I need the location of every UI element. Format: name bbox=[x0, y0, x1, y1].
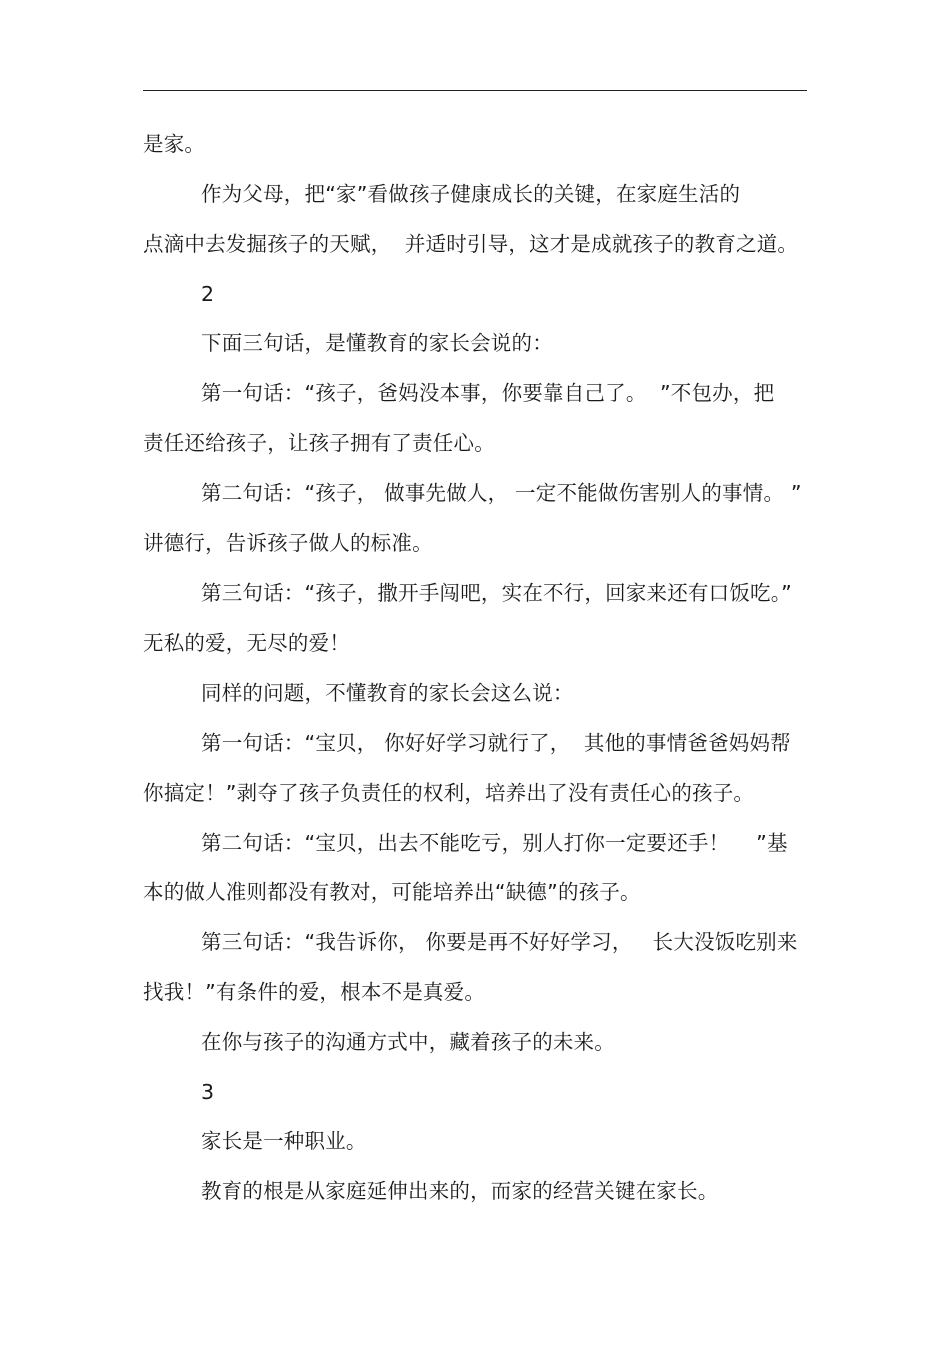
text-line: 第三句话：“我告诉你， 你要是再不好好学习， 长大没饭吃别来 bbox=[201, 930, 798, 954]
text-line: 找我！”有条件的爱，根本不是真爱。 bbox=[143, 980, 486, 1004]
text-line: 本的做人准则都没有教对，可能培养出“缺德”的孩子。 bbox=[143, 880, 641, 904]
text-line: 无私的爱，无尽的爱！ bbox=[143, 631, 350, 655]
text-line: 第二句话：“孩子， 做事先做人， 一定不能做伤害别人的事情。 ” bbox=[201, 481, 802, 505]
text-line: 讲德行，告诉孩子做人的标准。 bbox=[143, 531, 433, 555]
text-line: 作为父母，把“家”看做孩子健康成长的关键，在家庭生活的 bbox=[201, 182, 741, 206]
text-line: 你搞定！”剥夺了孩子负责任的权利，培养出了没有责任心的孩子。 bbox=[143, 781, 755, 805]
text-line: 下面三句话，是懂教育的家长会说的： bbox=[201, 331, 553, 355]
text-line: 责任还给孩子，让孩子拥有了责任心。 bbox=[143, 431, 495, 455]
section-number: 2 bbox=[201, 282, 215, 306]
text-line: 第一句话：“孩子，爸妈没本事，你要靠自己了。 ”不包办，把 bbox=[201, 381, 775, 405]
text-line: 是家。 bbox=[143, 132, 206, 156]
header-rule bbox=[143, 90, 807, 91]
text-line: 第一句话：“宝贝， 你好好学习就行了， 其他的事情爸爸妈妈帮 bbox=[201, 731, 791, 755]
text-line: 家长是一种职业。 bbox=[201, 1129, 367, 1153]
text-line: 同样的问题，不懂教育的家长会这么说： bbox=[201, 681, 574, 705]
text-line: 教育的根是从家庭延伸出来的，而家的经营关键在家长。 bbox=[201, 1179, 719, 1203]
text-line: 在你与孩子的沟通方式中，藏着孩子的未来。 bbox=[201, 1030, 615, 1054]
text-line: 第三句话：“孩子，撒开手闯吧，实在不行，回家来还有口饭吃。” bbox=[201, 581, 792, 605]
text-line: 点滴中去发掘孩子的天赋， 并适时引导，这才是成就孩子的教育之道。 bbox=[143, 232, 799, 256]
text-line: 第二句话：“宝贝，出去不能吃亏，别人打你一定要还手！ ”基 bbox=[201, 831, 788, 855]
section-number: 3 bbox=[201, 1080, 215, 1104]
